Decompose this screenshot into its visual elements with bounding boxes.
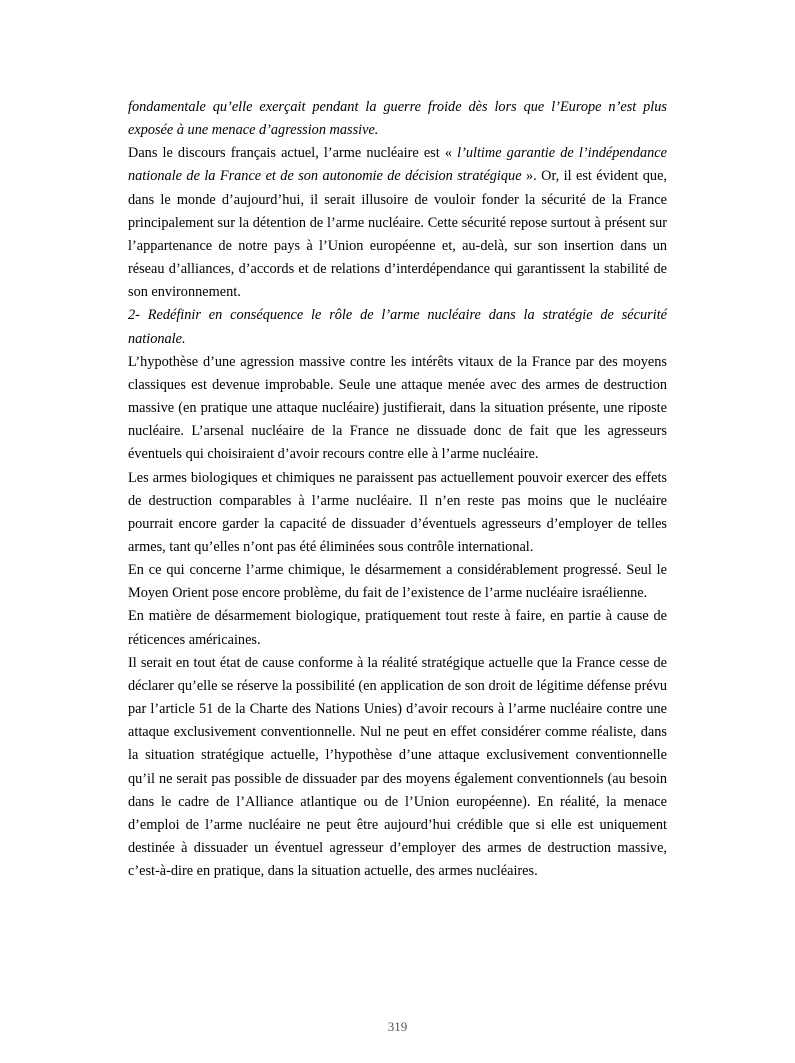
paragraph-conventional-attack: Il serait en tout état de cause conforme à la réalité stratégique actuelle que la France cesse de déclarer qu’elle se réserve la possibilité (en application de son droit de légitime défense prévu par l’article 51 de la Charte des Nations Unies) d’avoir recours à l’arme nucléaire contre une attaque exclusivement conventionnelle. Nul ne peut en effet considérer comme réaliste, dans la situation stratégique actuelle, l’hypothèse d’une attaque exclusivement conventionnelle qu’il ne serait pas possible de dissuader par des moyens également conventionnels (au besoin dans le cadre de l’Alliance atlantique ou de l’Union européenne). En réalité, la menace d’emploi de l’arme nucléaire ne peut être aujourd’hui crédible que si elle est uniquement destinée à dissuader un éventuel agresseur d’employer des armes de destruction massive, c’est-à-dire en pratique, dans la situation actuelle, des armes nucléaires.	[128, 654, 667, 880]
section-heading-2: 2- Redéfinir en conséquence le rôle de l’arme nucléaire dans la stratégie de sécurité nationale.	[128, 307, 667, 347]
page-body	[128, 96, 667, 883]
page-number: 319	[387, 1019, 408, 1034]
paragraph-bio-chem-weapons: Les armes biologiques et chimiques ne paraissent pas actuellement pouvoir exercer des effets de destruction comparables à l’arme nucléaire. Il n’en reste pas moins que le nucléaire pourrait encore garder la capacité de dissuader d’éventuels agresseurs d’employer de telles armes, tant qu’elles n’ont pas été éliminées sous contrôle international.	[128, 469, 667, 555]
paragraph-tail-text: ». Or, il est évident que, dans le monde d’aujourd’hui, il serait illusoire de vouloir fonder la sécurité de la France principalement sur la détention de l’arme nucléaire. Cette sécurité repose surtout à présent sur l’appartenance de notre pays à l’Union européenne et, au-delà, sur son insertion dans un réseau d’alliances, d’accords et de relations d’interdépendance qui garantissent la stabilité de son environnement.	[128, 168, 667, 301]
paragraph-lead-text: Dans le discours français actuel, l’arme nucléaire est «	[128, 145, 458, 162]
paragraph-continuation: fondamentale qu’elle exerçait pendant la guerre froide dès lors que l’Europe n’est plus exposée à une menace d’agression massive.	[128, 99, 667, 139]
paragraph-biological-disarmament: En matière de désarmement biologique, pratiquement tout reste à faire, en partie à cause de réticences américaines.	[128, 608, 667, 648]
quoted-doctrine-text: l’ultime garantie de l’indépendance nationale de la France et de son autonomie de décision stratégique	[128, 145, 667, 185]
paragraph-nuclear-doctrine	[128, 142, 667, 304]
paragraph-chemical-disarmament: En ce qui concerne l’arme chimique, le désarmement a considérablement progressé. Seul le Moyen Orient pose encore problème, du fait de l’existence de l’arme nucléaire israélienne.	[128, 562, 667, 602]
paragraph-massive-aggression: L’hypothèse d’une agression massive contre les intérêts vitaux de la France par des moyens classiques est devenue improbable. Seule une attaque menée avec des armes de destruction massive (en pratique une attaque nucléaire) justifierait, dans la situation présente, une riposte nucléaire. L’arsenal nucléaire de la France ne dissuade donc de fait que les agresseurs éventuels qui choisiraient d’avoir recours contre elle à l’arme nucléaire.	[128, 353, 667, 463]
